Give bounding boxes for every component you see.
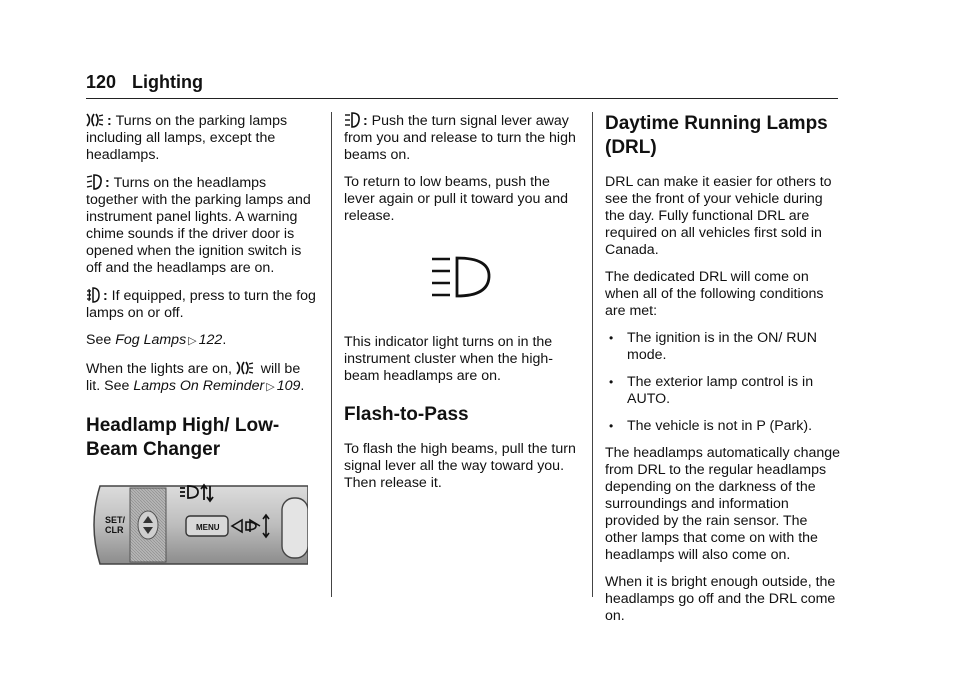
list-item: • The exterior lamp control is in AUTO. xyxy=(605,374,841,408)
fog-lamps-paragraph: : If equipped, press to turn the fog lamps on or off. xyxy=(86,288,316,321)
column-divider xyxy=(331,112,332,597)
reminder-paragraph: When the lights are on, will be lit. See Lamps On Reminder ▷ 109. xyxy=(86,361,305,394)
parking-lamps-paragraph: : Turns on the parking lamps including all lamps, except the headlamps. xyxy=(86,113,288,163)
set-label: SET/ xyxy=(105,515,126,525)
list-item: • The vehicle is not in P (Park). xyxy=(605,418,841,435)
when-on-suffix: will be lit. See xyxy=(86,361,301,394)
when-on-prefix: When the lights are on, xyxy=(86,361,236,377)
lamps-on-reminder-link[interactable]: Lamps On Reminder xyxy=(133,378,265,394)
high-beam-icon xyxy=(344,112,360,128)
drl-conditions-list xyxy=(605,330,841,435)
column-left xyxy=(86,112,318,573)
headlamp-changer-heading: Headlamp High/ Low-Beam Changer xyxy=(86,415,280,460)
headlamps-text: Turns on the headlamps together with the parking lamps and instrument panel lights. A warning chime sounds if the driver door is opened when the ignition switch is off and the headlamps are on. xyxy=(86,175,311,276)
page-number: 120 xyxy=(86,72,117,92)
column-middle xyxy=(344,112,580,502)
fog-lamp-icon xyxy=(86,287,100,303)
high-beam-indicator-icon xyxy=(430,255,492,299)
page-header xyxy=(86,72,838,99)
turn-signal-lever-illustration xyxy=(86,482,308,568)
low-beam-paragraph: To return to low beams, push the lever again or pull it toward you and release. xyxy=(344,174,568,224)
drl-conditions-paragraph: The dedicated DRL will come on when all of the following conditions are met: xyxy=(605,269,824,319)
high-beam-text: Push the turn signal lever away from you and release to turn the high beams on. xyxy=(344,113,576,163)
drl-bright-paragraph: When it is bright enough outside, the headlamps go off and the DRL come on. xyxy=(605,574,836,624)
headlamps-icon xyxy=(86,174,102,190)
list-item: • The ignition is in the ON/ RUN mode. xyxy=(605,330,841,364)
page-ref-arrow-icon: ▷ xyxy=(266,381,275,393)
drl-heading: Daytime Running Lamps (DRL) xyxy=(605,113,828,158)
column-right xyxy=(605,112,841,635)
fog-lamps-link[interactable]: Fog Lamps xyxy=(115,332,187,348)
menu-label: MENU xyxy=(196,523,220,532)
parking-lamps-icon xyxy=(86,112,104,128)
see-prefix: See xyxy=(86,332,116,348)
parking-lamps-icon xyxy=(236,360,254,376)
fog-lamps-page[interactable]: 122 xyxy=(198,332,223,348)
section-title: Lighting xyxy=(132,72,204,92)
lamps-on-reminder-page[interactable]: 109 xyxy=(276,378,301,394)
flash-to-pass-paragraph: To flash the high beams, pull the turn signal lever all the way toward you. Then release it. xyxy=(344,441,576,491)
indicator-paragraph: This indicator light turns on in the instrument cluster when the high-beam headlamps are on. xyxy=(344,334,553,384)
high-beam-indicator xyxy=(430,255,580,304)
flash-to-pass-heading: Flash-to-Pass xyxy=(344,404,469,425)
high-beam-paragraph: : Push the turn signal lever away from you and release to turn the high beams on. xyxy=(344,113,576,163)
fog-lamps-text: If equipped, press to turn the fog lamps on or off. xyxy=(86,288,316,321)
see-fog-lamps-paragraph: See Fog Lamps ▷ 122. xyxy=(86,332,227,348)
parking-lamps-text: Turns on the parking lamps including all lamps, except the headlamps. xyxy=(86,113,288,163)
drl-auto-paragraph: The headlamps automatically change from DRL to the regular headlamps depending on the darkness of the surroundings and information provided by the rain sensor. The other lamps that come on with the headlamps will also come on. xyxy=(605,445,841,563)
clr-label: CLR xyxy=(105,525,124,535)
column-divider xyxy=(592,112,593,597)
headlamps-paragraph: : Turns on the headlamps together with the parking lamps and instrument panel lights. A warning chime sounds if the driver door is opened when the ignition switch is off and the headlamps are on. xyxy=(86,175,311,276)
page-ref-arrow-icon: ▷ xyxy=(188,335,197,347)
drl-intro-paragraph: DRL can make it easier for others to see the front of your vehicle during the day. Fully functional DRL are required on all vehicles first sold in Canada. xyxy=(605,174,832,258)
